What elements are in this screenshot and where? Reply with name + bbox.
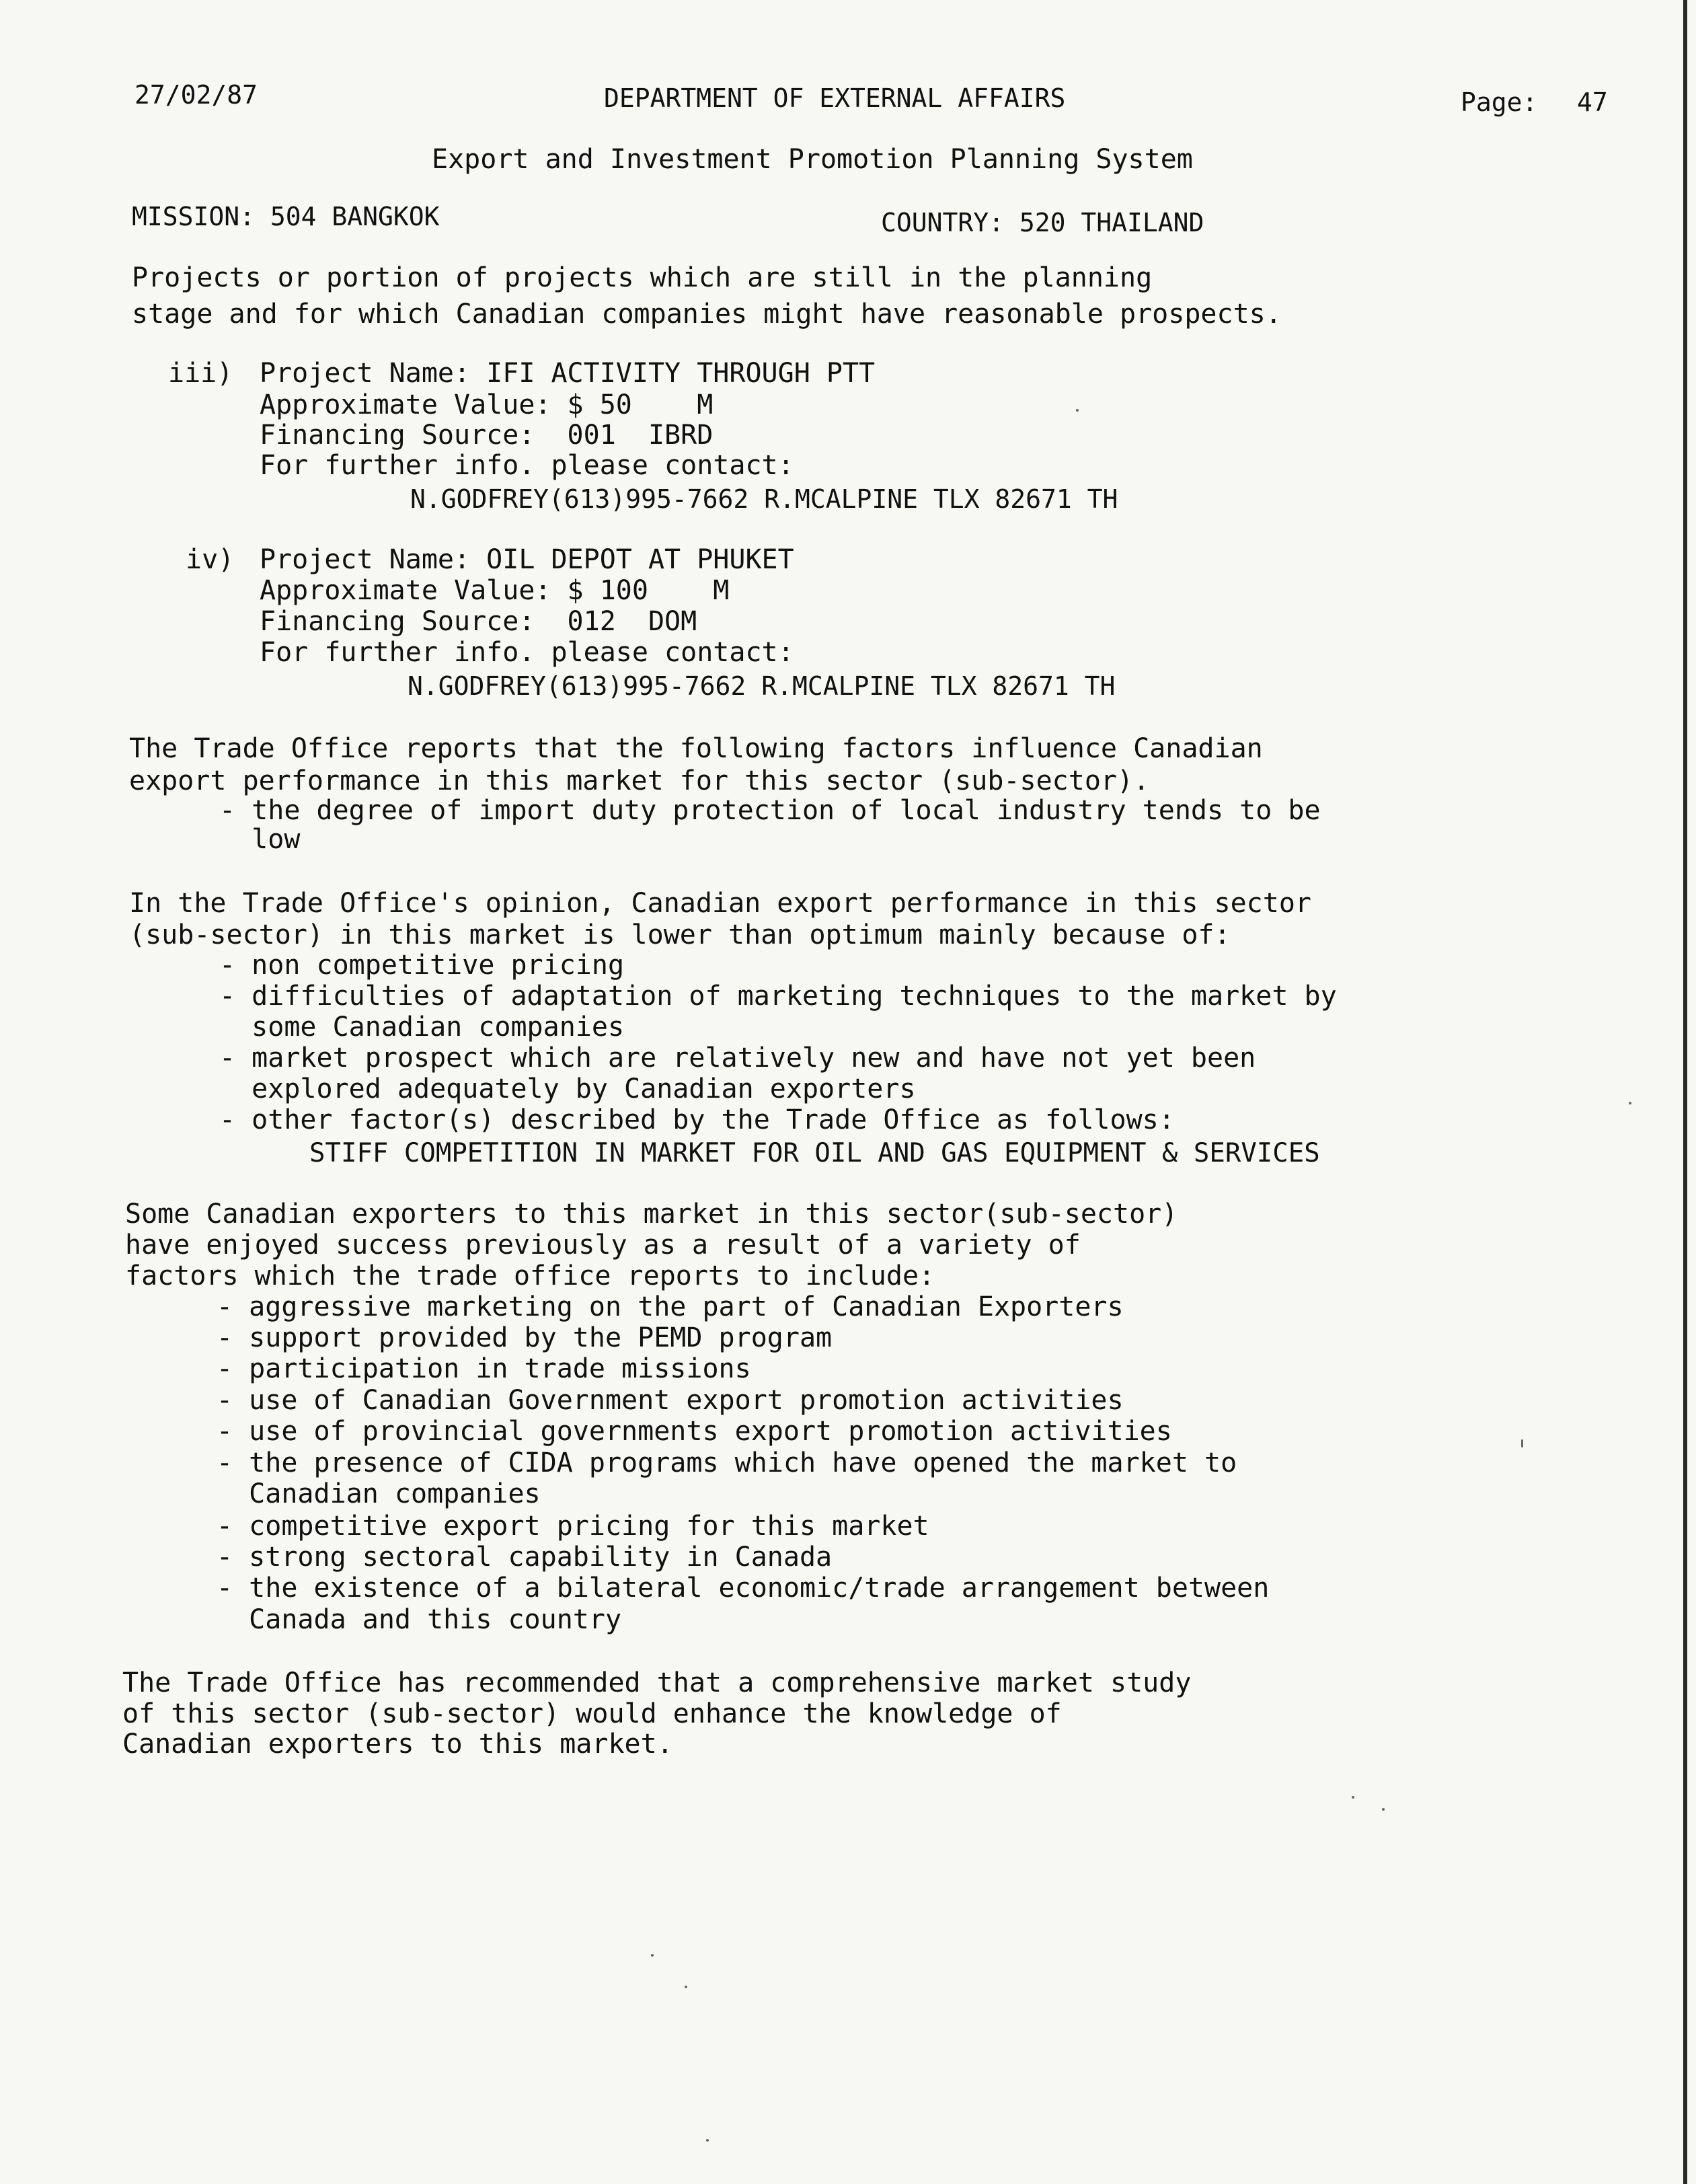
project-contact-label: For further info. please contact:: [260, 637, 794, 668]
opinion-line-1: In the Trade Office's opinion, Canadian export performance in this sector: [129, 888, 1311, 919]
opinion-item-continuation: explored adequately by Canadian exporters: [219, 1074, 916, 1104]
scan-speck: [651, 1954, 654, 1957]
scan-speck: [685, 1986, 687, 1988]
recommendation-line-1: The Trade Office has recommended that a comprehensive market study: [122, 1667, 1192, 1698]
success-item: - the existence of a bilateral economic/trade arrangement between: [217, 1573, 1270, 1604]
project-value: Approximate Value: $ 100 M: [260, 575, 730, 606]
page-edge: [1683, 0, 1687, 2184]
project-contact: N.GODFREY(613)995-7662 R.MCALPINE TLX 82671 TH: [408, 671, 1116, 701]
scan-speck: [1382, 1808, 1385, 1811]
report-date: 27/02/87: [134, 80, 258, 110]
success-line-1: Some Canadian exporters to this market in this sector(sub-sector): [125, 1199, 1178, 1230]
opinion-item: - market prospect which are relatively new and have not yet been: [219, 1043, 1256, 1074]
success-line-2: have enjoyed success previously as a result of a variety of: [125, 1230, 1081, 1260]
project-contact-label: For further info. please contact:: [260, 450, 794, 481]
recommendation-line-2: of this sector (sub-sector) would enhance the knowledge of: [122, 1698, 1062, 1729]
scan-speck: [706, 2139, 709, 2142]
success-item-continuation: Canada and this country: [217, 1604, 622, 1635]
page-label: Page:: [1461, 87, 1538, 117]
success-item-continuation: Canadian companies: [217, 1478, 541, 1509]
project-name: Project Name: IFI ACTIVITY THROUGH PTT: [260, 358, 876, 389]
project-numeral: iii): [168, 358, 233, 389]
factor-item: - the degree of import duty protection of local industry tends to be: [219, 795, 1321, 826]
opinion-item: - other factor(s) described by the Trade Office as follows:: [219, 1104, 1175, 1135]
recommendation-line-3: Canadian exporters to this market.: [122, 1729, 673, 1760]
opinion-other-factor: STIFF COMPETITION IN MARKET FOR OIL AND GAS EQUIPMENT & SERVICES: [309, 1138, 1320, 1168]
mission-line: MISSION: 504 BANGKOK: [132, 202, 440, 231]
project-financing: Financing Source: 012 DOM: [260, 606, 697, 637]
project-financing: Financing Source: 001 IBRD: [260, 420, 714, 451]
project-numeral: iv): [186, 544, 235, 575]
factors-line-1: The Trade Office reports that the following factors influence Canadian: [129, 733, 1263, 764]
intro-line-1: Projects or portion of projects which are still in the planning: [132, 262, 1153, 293]
success-item: - competitive export pricing for this market: [217, 1511, 929, 1542]
success-item: - participation in trade missions: [217, 1353, 751, 1384]
opinion-item-continuation: some Canadian companies: [219, 1012, 625, 1043]
scan-speck: [1521, 1439, 1523, 1447]
page-number: 47: [1577, 87, 1608, 117]
success-item: - support provided by the PEMD program: [217, 1322, 833, 1353]
scan-speck: [1352, 1796, 1354, 1799]
success-line-3: factors which the trade office reports to include:: [125, 1260, 935, 1291]
project-value: Approximate Value: $ 50 M: [260, 389, 714, 420]
success-item: - aggressive marketing on the part of Canadian Exporters: [217, 1291, 1124, 1322]
success-item: - the presence of CIDA programs which have opened the market to: [217, 1447, 1237, 1478]
success-item: - use of provincial governments export promotion activities: [217, 1416, 1172, 1447]
scan-speck: [1076, 409, 1079, 412]
opinion-item: - difficulties of adaptation of marketing techniques to the market by: [219, 981, 1337, 1012]
factor-item-continuation: low: [219, 824, 301, 855]
opinion-line-2: (sub-sector) in this market is lower than optimum mainly because of:: [129, 919, 1231, 950]
factors-line-2: export performance in this market for this sector (sub-sector).: [129, 765, 1150, 796]
country-line: COUNTRY: 520 THAILAND: [881, 208, 1204, 237]
scan-speck: [1629, 1102, 1631, 1104]
opinion-item: - non competitive pricing: [219, 950, 625, 981]
project-name: Project Name: OIL DEPOT AT PHUKET: [260, 544, 794, 575]
success-item: - use of Canadian Government export promotion activities: [217, 1385, 1124, 1416]
system-title: Export and Investment Promotion Planning System: [432, 144, 1193, 175]
department-title: DEPARTMENT OF EXTERNAL AFFAIRS: [604, 83, 1066, 113]
success-item: - strong sectoral capability in Canada: [217, 1542, 833, 1573]
intro-line-2: stage and for which Canadian companies might have reasonable prospects.: [132, 299, 1282, 330]
project-contact: N.GODFREY(613)995-7662 R.MCALPINE TLX 82671 TH: [410, 484, 1118, 514]
